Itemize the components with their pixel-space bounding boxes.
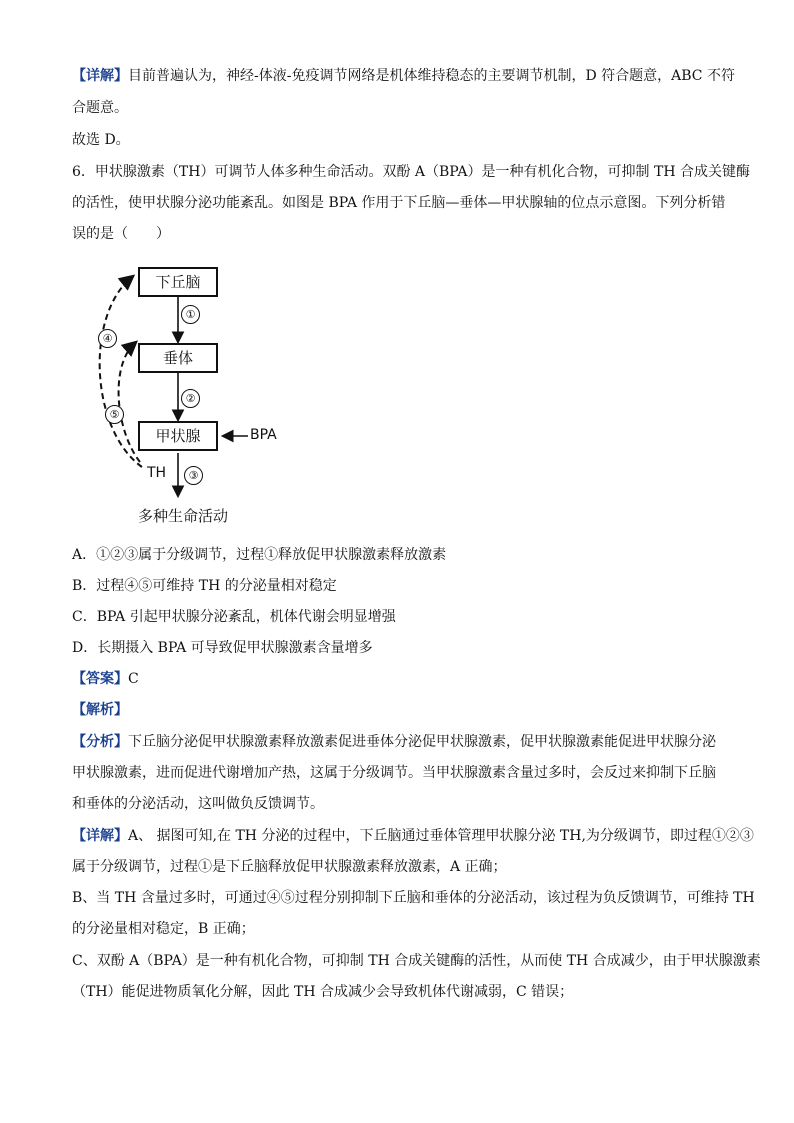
- box-pituitary: 垂体: [138, 343, 218, 373]
- question-6-line-3: 误的是（ ）: [72, 226, 170, 242]
- analysis-line-3: 和垂体的分泌活动，这叫做负反馈调节。: [72, 796, 324, 812]
- label-4: ④: [98, 329, 117, 348]
- option-d: D．长期摄入 BPA 可导致促甲状腺激素含量增多: [72, 640, 373, 656]
- explanation-line-4: 的分泌量相对稳定，B 正确；: [72, 921, 255, 937]
- detail-tag: 【详解】: [72, 68, 128, 84]
- analysis-heading: 【解析】: [72, 702, 128, 718]
- detail-line-2: 合题意。: [72, 100, 128, 116]
- analysis-line-1: 【分析】下丘脑分泌促甲状腺激素释放激素促进垂体分泌促甲状腺激素，促甲状腺激素能促进甲状腺分泌: [72, 734, 716, 750]
- answer-line: [72, 669, 732, 689]
- option-c: C．BPA 引起甲状腺分泌紊乱，机体代谢会明显增强: [72, 609, 396, 625]
- option-b: B．过程④⑤可维持 TH 的分泌量相对稳定: [72, 578, 337, 594]
- analysis-tag: 【分析】: [72, 734, 128, 750]
- hpt-axis-diagram: [90, 255, 310, 530]
- answer-value: C: [128, 671, 139, 687]
- label-1: ①: [181, 305, 200, 324]
- explanation-line-1: 【详解】A、 据图可知,在 TH 分泌的过程中，下丘脑通过垂体管理甲状腺分泌 TH,为分级调节，即过程①②③: [72, 828, 754, 844]
- explanation-line-5: C、双酚 A（BPA）是一种有机化合物，可抑制 TH 合成关键酶的活性，从而使 TH 合成减少，由于甲状腺激素: [72, 953, 761, 969]
- question-6-line-2: 的活性，使甲状腺分泌功能紊乱。如图是 BPA 作用于下丘脑—垂体—甲状腺轴的位点示意图。下列分析错: [72, 195, 726, 211]
- explanation-line-2: 属于分级调节，过程①是下丘脑释放促甲状腺激素释放激素，A 正确；: [72, 859, 507, 875]
- label-3: ③: [184, 466, 203, 485]
- answer-tag: 【答案】: [72, 671, 128, 687]
- explanation-line-3: B、当 TH 含量过多时，可通过④⑤过程分别抑制下丘脑和垂体的分泌活动，该过程为负反馈调节，可维持 TH: [72, 890, 755, 906]
- detail-line-1: 【详解】目前普遍认为，神经-体液-免疫调节网络是机体维持稳态的主要调节机制，D 符合题意，ABC 不符: [72, 68, 735, 84]
- label-2: ②: [181, 389, 200, 408]
- conclusion-line: 故选 D。: [72, 132, 130, 148]
- analysis-line-2: 甲状腺激素，进而促进代谢增加产热，这属于分级调节。当甲状腺激素含量过多时，会反过来抑制下丘脑: [72, 765, 716, 781]
- explanation-tag: 【详解】: [72, 828, 128, 844]
- question-6-line-1: 6．甲状腺激素（TH）可调节人体多种生命活动。双酚 A（BPA）是一种有机化合物，可抑制 TH 合成关键酶: [72, 164, 750, 180]
- th-label: TH: [147, 465, 167, 481]
- box-hypothalamus: 下丘脑: [138, 267, 218, 297]
- option-a: A．①②③属于分级调节，过程①释放促甲状腺激素释放激素: [72, 547, 447, 563]
- explanation-line-6: （TH）能促进物质氧化分解，因此 TH 合成减少会导致机体代谢减弱，C 错误；: [72, 984, 574, 1000]
- box-thyroid: 甲状腺: [138, 421, 218, 451]
- bpa-label: BPA: [250, 427, 277, 443]
- output-label: 多种生命活动: [138, 507, 229, 525]
- label-5: ⑤: [105, 405, 124, 424]
